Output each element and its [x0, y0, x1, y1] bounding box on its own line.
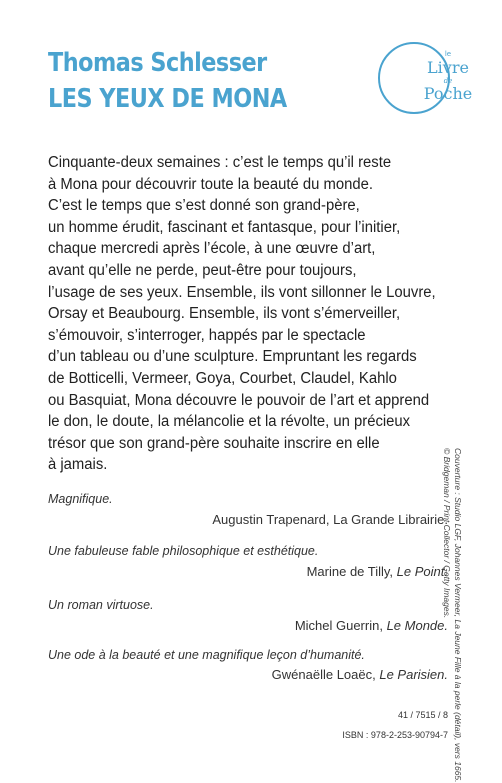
blurb-line: le don, le doute, la mélancolie et la révolte, un précieux	[48, 413, 411, 431]
blurb-line: l’usage de ses yeux. Ensemble, ils vont sillonner le Louvre,	[48, 283, 436, 301]
press-quote-text: Magnifique.	[48, 492, 113, 506]
blurb-line: à jamais.	[48, 456, 108, 474]
credit-line-2: © Bridgeman / Print Collector / Getty Images.	[442, 448, 452, 619]
quote-author: Gwénaëlle Loaëc,	[271, 667, 380, 682]
blurb-line: ou Basquiat, Mona découvre le pouvoir de l’art et apprend	[48, 391, 430, 409]
quote-author: Michel Guerrin,	[294, 618, 387, 633]
author-name: Thomas Schlesser	[48, 48, 267, 78]
press-quote-source	[272, 667, 448, 682]
logo-poche: Poche	[423, 84, 473, 103]
press-quote-source	[212, 512, 448, 527]
quote-author: Augustin Trapenard,	[212, 512, 334, 527]
quote-outlet: Le Point.	[396, 564, 448, 579]
logo-le: le	[444, 50, 452, 58]
catalog-code: 41 / 7515 / 8	[397, 710, 448, 720]
logo-livre: Livre	[427, 58, 469, 77]
press-quote-text: Une ode à la beauté et une magnifique leçon d’humanité.	[48, 648, 365, 662]
credit-line-1: Couverture : Studio LGF, Johannes Vermeer, La Jeune Fille à la perle (détail), vers 1665.	[453, 448, 463, 783]
blurb-line: C’est le temps que s’est donné son grand-père,	[48, 197, 360, 215]
blurb-line: Cinquante-deux semaines : c’est le temps qu’il reste	[48, 154, 392, 171]
press-quote-text: Une fabuleuse fable philosophique et esthétique.	[48, 544, 319, 558]
press-quote-source	[295, 618, 448, 633]
cover-credit	[429, 448, 463, 783]
blurb-line: d’un tableau ou d’une sculpture. Empruntant les regards	[48, 348, 417, 366]
press-quote-text: Un roman virtuose.	[48, 598, 154, 612]
blurb-line: Orsay et Beaubourg. Ensemble, ils vont s’émerveiller,	[48, 305, 401, 323]
back-cover-blurb	[48, 152, 458, 476]
quote-outlet: La Grande Librairie.	[333, 512, 448, 527]
blurb-line: à Mona pour découvrir toute la beauté du monde.	[48, 175, 374, 193]
publisher-logo	[378, 42, 473, 114]
blurb-line: avant qu’elle ne perde, peut-être pour toujours,	[48, 261, 357, 279]
blurb-line: un homme érudit, fascinant et fantasque, pour l’initier,	[48, 218, 401, 236]
isbn: ISBN : 978-2-253-90794-7	[342, 730, 448, 740]
quote-author: Marine de Tilly,	[306, 564, 397, 579]
blurb-line: de Botticelli, Vermeer, Goya, Courbet, Claudel, Kahlo	[48, 369, 397, 387]
quote-outlet: Le Monde.	[386, 618, 448, 633]
blurb-line: trésor que son grand-père souhaite inscrire en elle	[48, 434, 380, 452]
blurb-line: s’émouvoir, s’interroger, happés par le spectacle	[48, 326, 366, 344]
press-quote-source	[307, 564, 448, 579]
logo-de: de	[443, 77, 453, 85]
book-title: LES YEUX DE MONA	[48, 84, 287, 114]
quote-outlet: Le Parisien.	[379, 667, 448, 682]
blurb-line: chaque mercredi après l’école, à une œuvre d’art,	[48, 240, 376, 258]
